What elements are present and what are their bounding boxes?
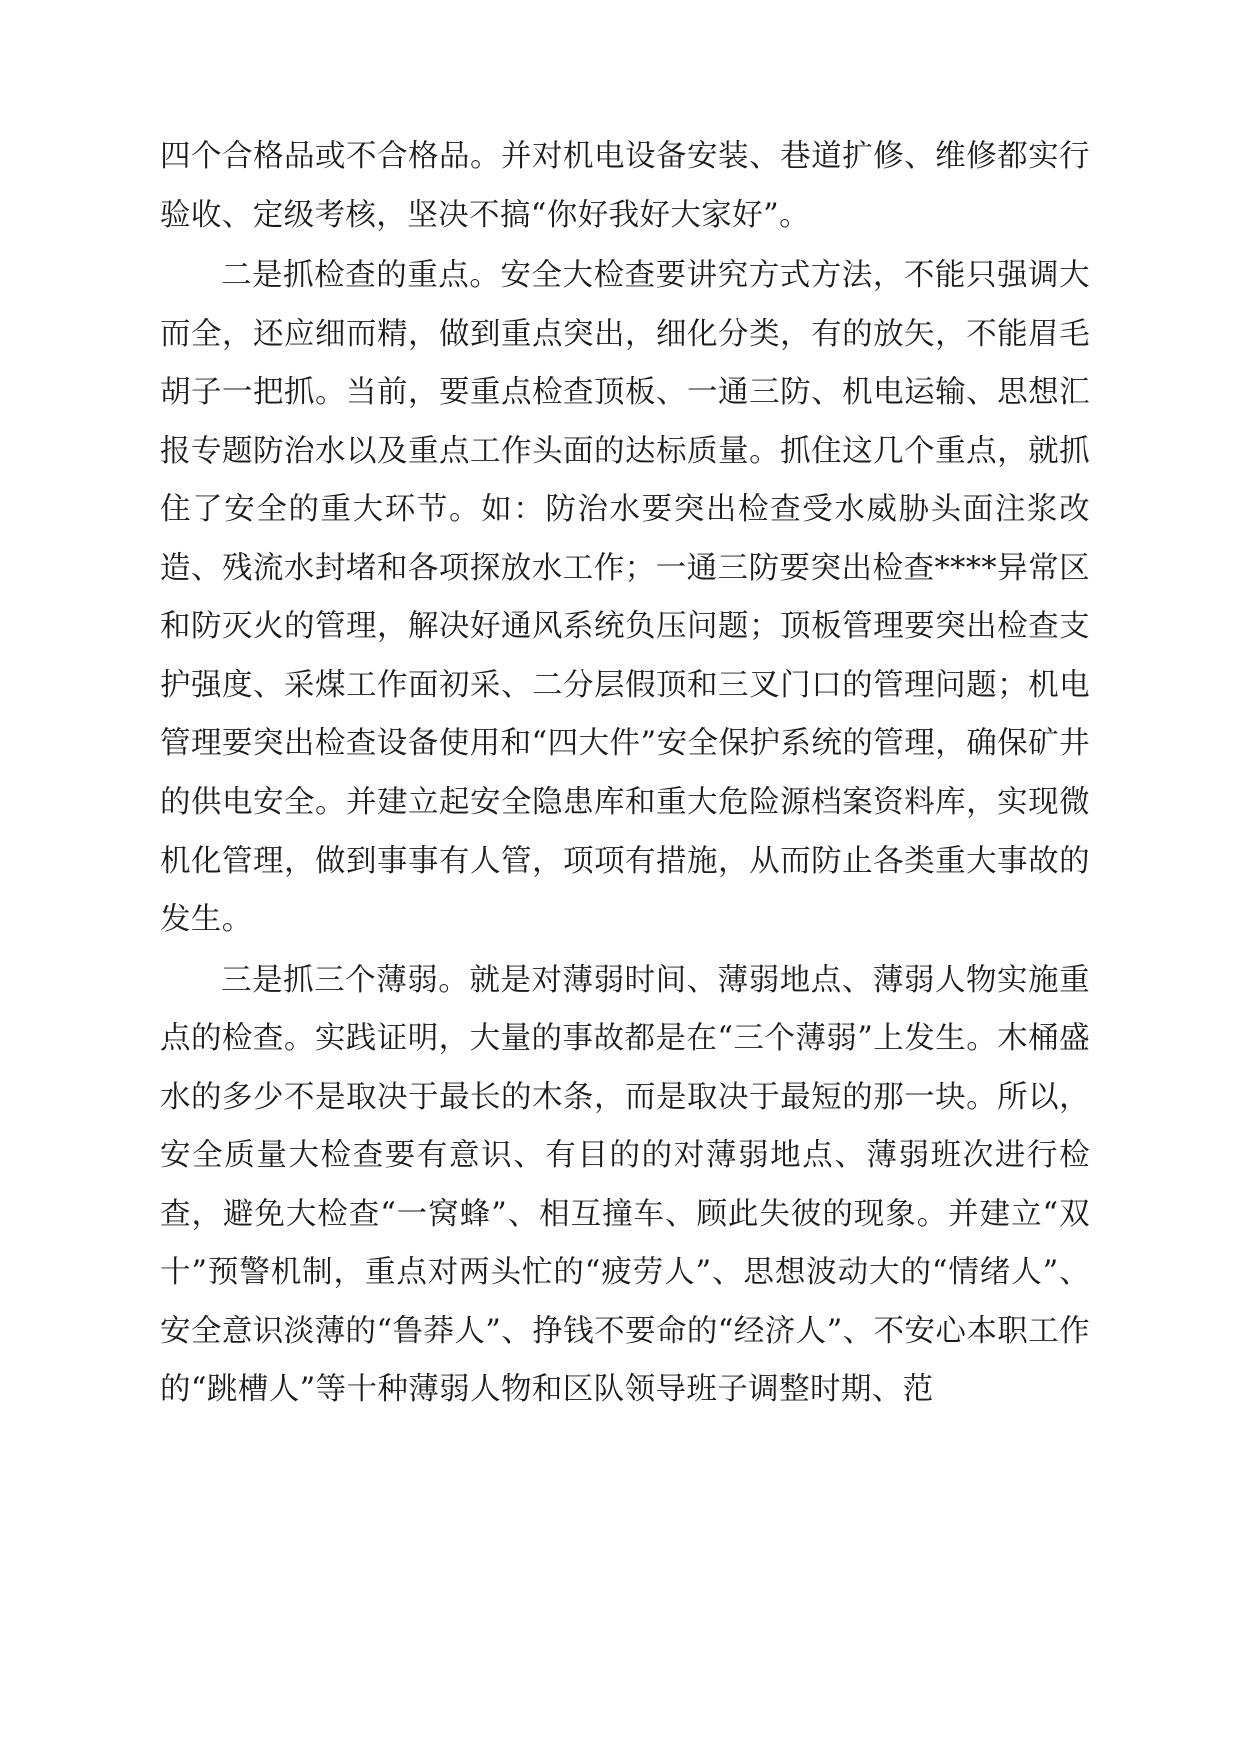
paragraph-3: 三是抓三个薄弱。就是对薄弱时间、薄弱地点、薄弱人物实施重点的检查。实践证明，大量的事故都是在“三个薄弱”上发生。木桶盛水的多少不是取决于最长的木条，而是取决于最短的那一块。所以，安全质量大检查要有意识、有目的的对薄弱地点、薄弱班次进行检查，避免大检查“一窝蜂”、相互撞车、顾此失彼的现象。并建立“双十”预警机制，重点对两头忙的“疲劳人”、思想波动大的“情绪人”、安全意识淡薄的“鲁莽人”、挣钱不要命的“经济人”、不安心本职工作的“跳槽人”等十种薄弱人物和区队领导班子调整时期、范 — [160, 962, 1090, 1408]
paragraph-1: 四个合格品或不合格品。并对机电设备安装、巷道扩修、维修都实行验收、定级考核，坚决不搞“你好我好大家好”。 — [160, 139, 1090, 233]
document-body — [160, 128, 1090, 1420]
paragraph-2: 二是抓检查的重点。安全大检查要讲究方式方法，不能只强调大而全，还应细而精，做到重点突出，细化分类，有的放矢，不能眉毛胡子一把抓。当前，要重点检查顶板、一通三防、机电运输、思想汇报专题防治水以及重点工作头面的达标质量。抓住这几个重点，就抓住了安全的重大环节。如：防治水要突出检查受水威胁头面注浆改造、残流水封堵和各项探放水工作；一通三防要突出检查****异常区和防灭火的管理，解决好通风系统负压问题；顶板管理要突出检查支护强度、采煤工作面初采、二分层假顶和三叉门口的管理问题；机电管理要突出检查设备使用和“四大件”安全保护系统的管理，确保矿井的供电安全。并建立起安全隐患库和重大危险源档案资料库，实现微机化管理，做到事事有人管，项项有措施，从而防止各类重大事故的发生。 — [160, 258, 1090, 938]
